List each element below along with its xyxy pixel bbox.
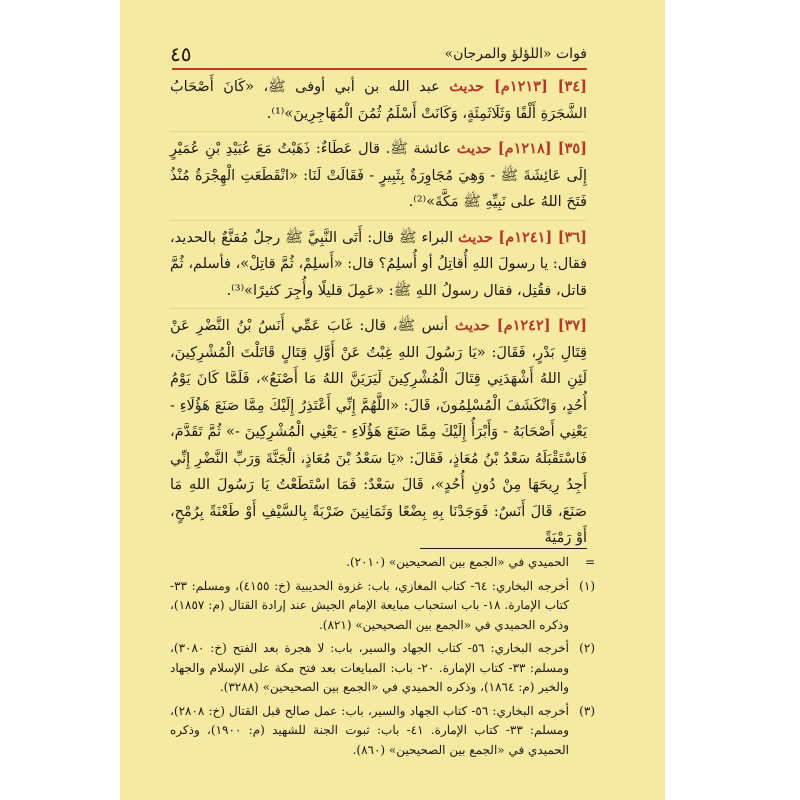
running-title: فوات «اللؤلؤ والمرجان» <box>444 46 587 62</box>
hadith-text: عبد الله بن أبي أوفى ﷺ، «كَانَ أَصْحَابُ الشَّجَرَةِ أَلْفًا وَثَلَاثَمِئَةٍ، وَكَانَتْ أَسْلَمُ ثُمُنَ الْمُهَاجِرِينَ»⁽¹⁾. <box>170 79 587 122</box>
footnote <box>170 553 595 573</box>
footnote <box>170 577 595 636</box>
footnote-text: الحميدي في «الجمع بين الصحيحين» (٢٠١٠). <box>346 555 569 569</box>
footnote <box>170 702 595 761</box>
footnote-mark: (٢) <box>579 641 595 655</box>
page-number: ٤٥ <box>170 42 192 66</box>
main-text <box>170 74 587 560</box>
hadith-paragraph <box>170 313 587 552</box>
page-header <box>120 42 665 66</box>
book-page <box>120 0 665 800</box>
hadith-paragraph <box>170 74 587 127</box>
hadith-entry <box>170 136 587 221</box>
header-rule <box>172 68 587 70</box>
hadith-reference: [٣٤] [١٢١٣م] حديث <box>449 78 587 95</box>
hadith-text: أنس ﷺ، قال: غَابَ عَمِّي أَنَسُ بْنُ النَّضْرِ عَنْ قِتَالِ بَدْرٍ، فَقَالَ: «يَا رَسُولَ اللهِ غِبْتُ عَنْ أَوَّلِ قِتَالٍ قَاتَلْتَ الْمُشْرِكِينَ، لَئِنِ اللهُ أَشْهَدَنِي قِتَالَ الْمُشْرِكِينَ لَيَرَيَنَّ اللهُ مَا أَصْنَعُ»، فَلَمَّا كَانَ يَوْمُ أُحُدٍ، وَانْكَشَفَ الْمُسْلِمُونَ، قَالَ: «اللَّهُمَّ إِنِّي أَعْتَذِرُ إِلَيْكَ مِمَّا صَنَعَ هَؤُلَاءِ - يَعْنِي أَصْحَابَهُ - وَأَبْرَأُ إِلَيْكَ مِمَّا صَنَعَ هَؤُلَاءِ - يَعْنِي الْمُشْرِكِينَ -» ثُمَّ تَقَدَّمَ، فَاسْتَقْبَلَهُ سَعْدُ بْنُ مُعَاذٍ، فَقَالَ: «يَا سَعْدُ بْنَ مُعَاذٍ، الْجَنَّةَ وَرَبِّ النَّضْرِ إِنِّي أَجِدُ رِيحَهَا مِنْ دُونِ أُحُدٍ»، قَالَ سَعْدٌ: فَمَا اسْتَطَعْتُ يَا رَسُولَ اللهِ مَا صَنَعَ، قَالَ أَنَسٌ: فَوَجَدْنَا بِهِ بِضْعًا وَثَمَانِينَ ضَرْبَةً بِالسَّيْفِ أَوْ طَعْنَةً بِرُمْحٍ، أَوْ رَمْيَةً <box>170 318 587 546</box>
hadith-entry <box>170 74 587 132</box>
hadith-reference: [٣٧] [١٢٤٢م] حديث <box>454 317 588 334</box>
footnote-text: أخرجه البخاري: ٥٦- كتاب الجهاد والسير، باب: لا هجرة بعد الفتح (خ: ٣٠٨٠)، ومسلم: ٣٣- كتاب الإمارة. ٢٠- باب: المبايعات بعد فتح مكة على الإسلام والجهاد والخير (م: ١٨٦٤)، وذكره الحميدي في «الجمع بين الصحيحين» (٣٢٨٨). <box>170 641 569 694</box>
footnote-separator <box>420 548 587 549</box>
hadith-entry <box>170 225 587 310</box>
footnote <box>170 639 595 698</box>
hadith-text: البراء ﷺ قال: أَتَى النَّبِيَّ ﷺ رجلٌ مُقنَّعٌ بالحديد، فقال: يا رسولَ اللهِ أُقاتِلُ أو أُسلِمُ؟ قال: «أَسلِمْ، ثُمَّ قاتِلْ»، فأسلم، ثُمَّ قاتل، فقُتِل، فقال رسولُ اللهِ ﷺ: «عَمِلَ قليلًا وأُجِرَ كثيرًا»⁽³⁾. <box>170 229 587 299</box>
footnote-text: أخرجه البخاري: ٥٦- كتاب الجهاد والسير، باب: عمل صالح قبل القتال (خ: ٢٨٠٨)، ومسلم: ٣٣- كتاب الإمارة. ٤١- باب: ثبوت الجنة للشهيد (م: ١٩٠٠)، وذكره الحميدي في «الجمع بين الصحيحين» (٨٦٠). <box>170 703 569 757</box>
hadith-reference: [٣٦] [١٢٤١م] حديث <box>458 228 588 246</box>
hadith-reference: [٣٥] [١٢١٨م] حديث <box>456 140 588 157</box>
footnote-mark: (١) <box>579 578 595 593</box>
hadith-text: عائشة ﷺ. قال عَطَاءٌ: ذَهَبْتُ مَعَ عُبَيْدِ بْنِ عُمَيْرٍ إِلَى عَائِشَةَ ﷺ - وَهِيَ مُجَاوِرَةٌ بِثَبِيرٍ - فَقَالَتْ لَنَا: «انْقَطَعَتِ الْهِجْرَةُ مُنْذُ فَتَحَ اللهُ على نَبِيِّهِ ﷺ مَكَّةَ»⁽²⁾. <box>170 141 587 210</box>
hadith-entry <box>170 313 587 556</box>
hadith-paragraph <box>170 136 587 216</box>
footnote-mark: (٣) <box>579 703 595 718</box>
footnote-text: أخرجه البخاري: ٦٤- كتاب المغازي، باب: غزوة الحديبية (خ: ٤١٥٥)، ومسلم: ٣٣- كتاب الإمارة. ١٨- باب استحباب مبايعة الإمام الجيش عند إرادة القتال (م: ١٨٥٧)، وذكره الحميدي في «الجمع بين الصحيحين» (٨٢١). <box>170 578 570 632</box>
hadith-paragraph <box>170 225 587 305</box>
footnotes <box>170 553 595 764</box>
footnote-mark: = <box>584 555 595 569</box>
